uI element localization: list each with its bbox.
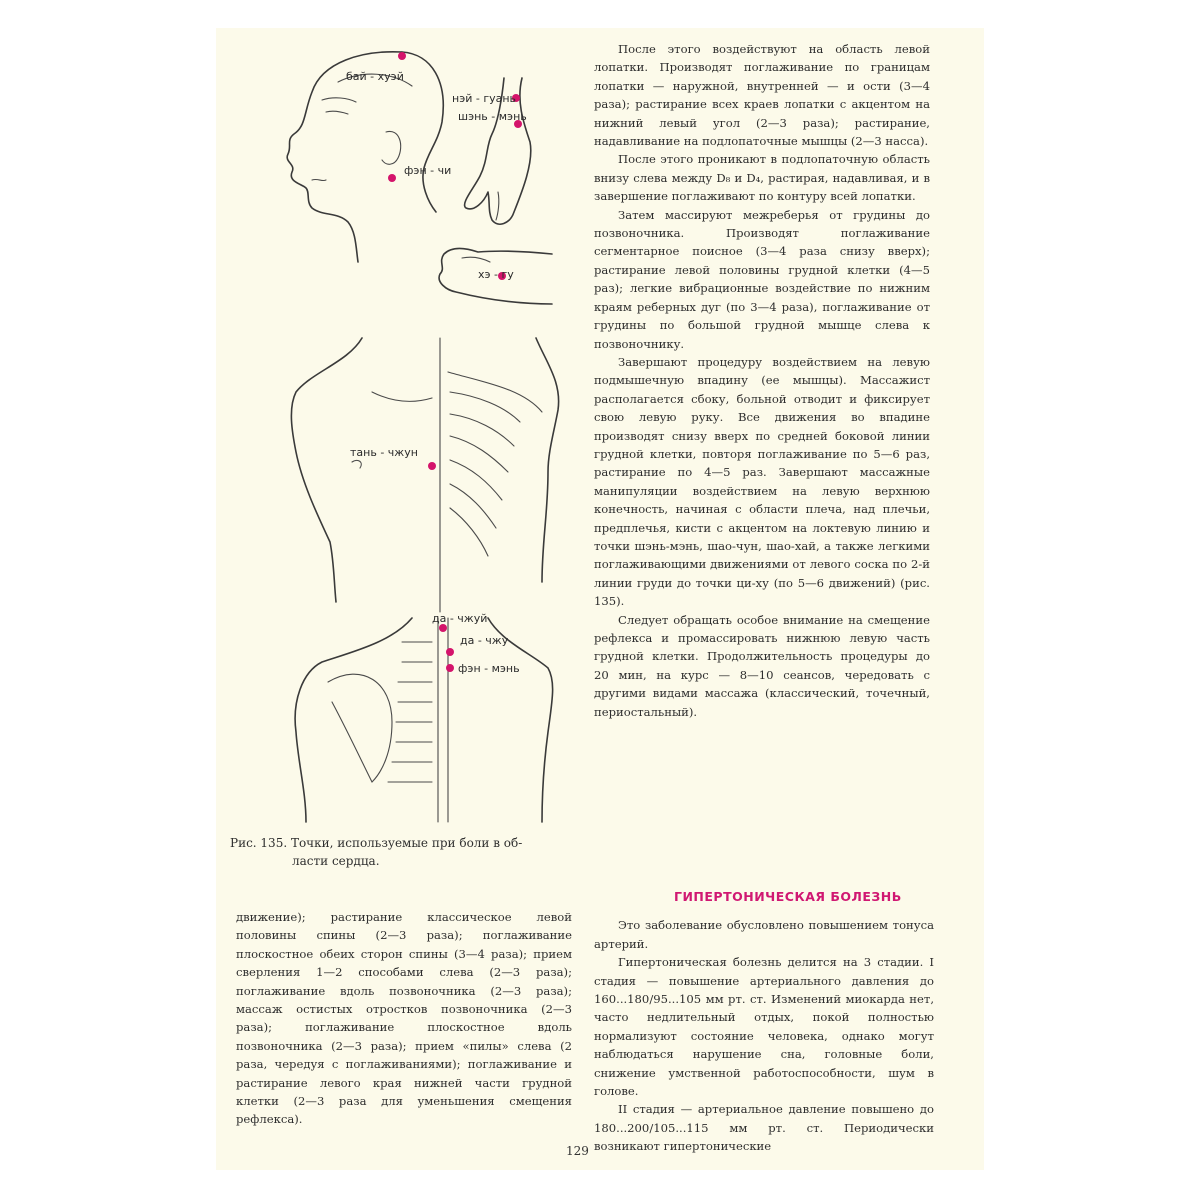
caption-line-1: Рис. 135. Точки, используемые при боли в об- <box>230 836 523 850</box>
figure-135 <box>252 42 572 832</box>
chest-drawing <box>291 338 558 612</box>
paragraph: II стадия — артериальное давление повышено до 180...200/105...115 мм рт. ст. Периодически возникают гипертонические <box>594 1102 934 1154</box>
label-he-gu: хэ - гу <box>478 268 514 281</box>
point-bai-huei <box>398 52 406 60</box>
back-drawing <box>295 618 552 822</box>
page-number: 129 <box>566 1144 589 1158</box>
label-feng-chi: фэн - чи <box>404 164 452 177</box>
caption-line-2: ласти сердца. <box>292 854 380 868</box>
point-da-zhu <box>446 648 454 656</box>
label-tan-zhun: тань - чжун <box>350 446 418 459</box>
paragraph: Завершают процедуру воздействием на левую подмышечную впадину (ее мышцы). Массажист располагается сбоку, больной отводит и фиксирует свою левую руку. Все движения во впадине производят снизу вверх по средней боковой линии грудной клетки, повторя поглаживание по 5—6 раз, растирание по 4—5 раз. Завершают массажные манипуляции воздействием на левую верхнюю конечность, начиная с области плеча, над плечьи, предплечья, кисти с акцентом на локтевую линию и точки шэнь-мэнь, шао-чун, шао-хай, а также легкими поглаживающими движениями от левого соска по 2-й линии груди до точки ци-ху (по 5—6 движений) (рис. 135). <box>594 354 930 609</box>
label-shen-men: шэнь - мэнь <box>458 110 527 123</box>
figure-caption <box>230 834 576 870</box>
paragraph: Следует обращать особое внимание на смещение рефлекса и промассировать нижнюю левую часть грудной клетки. Продолжительность процедуры до 20 мин, на курс — 8—10 сеансов, чередовать с другими видами массажа (классический, точечный, периостальный). <box>594 612 930 719</box>
paragraph: После этого воздействуют на область левой лопатки. Производят поглаживание по границам лопатки — наружной, внутренней — и ости (3—4 раза); растирание всех краев лопатки с акцентом на нижний левый угол (2—3 раза); растирание, надавливание на подлопаточные мышцы (2—3 насса). <box>594 42 930 149</box>
paragraph: движение); растирание классическое левой половины спины (2—3 раза); поглаживание плоскостное обеих сторон спины (3—4 раза); прием сверления 1—2 способами слева (2—3 раза); поглаживание вдоль позвоночника (2—3 раза); массаж остистых отростков позвоночника (2—3 раза); поглаживание плоскостное вдоль позвоночника (2—3 раза); прием «пилы» слева (2 раза, чередуя с поглаживаниями); поглаживание и растирание левого края нижней части грудной клетки (2—3 раза для уменьшения смещения рефлекса). <box>236 910 572 1127</box>
label-feng-men: фэн - мэнь <box>458 662 520 675</box>
point-feng-men <box>446 664 454 672</box>
acupoint-illustration <box>252 42 572 832</box>
label-nei-guan: нэй - гуань <box>452 92 517 105</box>
paragraph: После этого проникают в подлопаточную область внизу слева между D₈ и D₄, растирая, надавливая, и в завершение поглаживают по контуру всей лопатки. <box>594 152 930 204</box>
book-page <box>216 28 984 1170</box>
text-column-right-bottom <box>594 888 934 1156</box>
head-drawing <box>287 52 443 262</box>
paragraph: Затем массируют межреберья от грудины до позвоночника. Производят поглаживание сегментарное поисное (3—4 раза снизу вверх); растирание левой половины грудной клетки (4—5 раз); легкие вибрационные воздействие по нижним краям реберных дуг (по 3—4 раза), поглаживание от грудины по большой грудной мышце слева к позвоночнику. <box>594 207 930 351</box>
section-heading: ГИПЕРТОНИЧЕСКАЯ БОЛЕЗНЬ <box>674 889 902 904</box>
text-column-right-top <box>594 40 930 721</box>
point-tan-zhun <box>428 462 436 470</box>
label-bai-huei: бай - хуэй <box>346 70 404 83</box>
paragraph: Это заболевание обусловлено повышением тонуса артерий. <box>594 918 934 951</box>
point-da-zhui <box>439 624 447 632</box>
text-column-left-bottom <box>236 908 572 1129</box>
label-da-zhui: да - чжуй <box>432 612 488 625</box>
point-feng-chi <box>388 174 396 182</box>
paragraph: Гипертоническая болезнь делится на 3 стадии. I стадия — повышение артериального давления до 160...180/95...105 мм рт. ст. Изменений миокарда нет, часто недлительный отдых, покой полностью нормализуют состояние человека, однако могут наблюдаться нарушение сна, головные боли, снижение умственной работоспособности, шум в голове. <box>594 955 934 1099</box>
label-da-zhu: да - чжу <box>460 634 509 647</box>
